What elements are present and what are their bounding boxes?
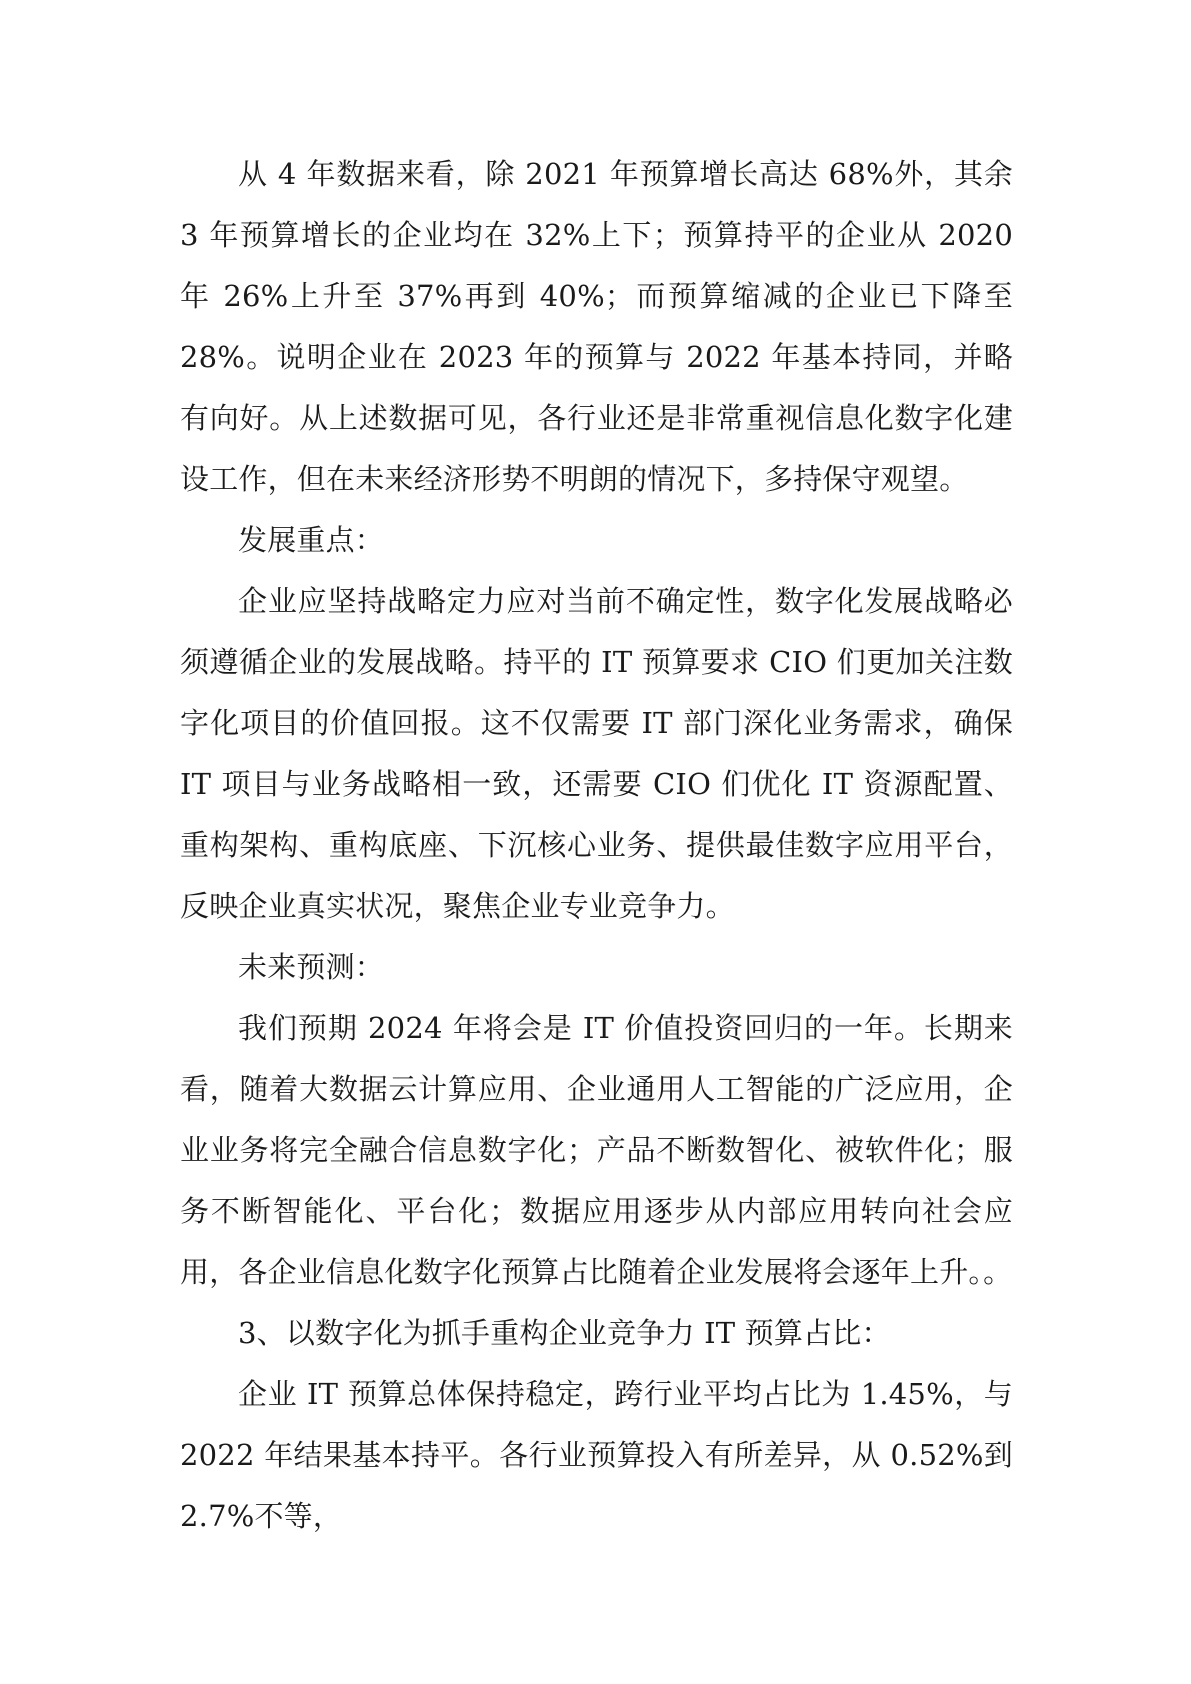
heading-development-focus: 发展重点：	[238, 523, 385, 557]
paragraph-it-budget-share: 企业 IT 预算总体保持稳定，跨行业平均占比为 1.45%，与 2022 年结果基本持平。各行业预算投入有所差异，从 0.52%到 2.7%不等，	[180, 1377, 1013, 1533]
document-body	[180, 144, 1013, 1547]
paragraph-development-focus: 企业应坚持战略定力应对当前不确定性，数字化发展战略必须遵循企业的发展战略。持平的 IT 预算要求 CIO 们更加关注数字化项目的价值回报。这不仅需要 IT 部门深化业务需求，确保 IT 项目与业务战略相一致，还需要 CIO 们优化 IT 资源配置、重构架构、重构底座、下沉核心业务、提供最佳数字应用平台，反映企业真实状况，聚焦企业专业竞争力。	[180, 584, 1013, 923]
paragraph-future-forecast: 我们预期 2024 年将会是 IT 价值投资回归的一年。长期来看，随着大数据云计算应用、企业通用人工智能的广泛应用，企业业务将完全融合信息数字化；产品不断数智化、被软件化；服务不断智能化、平台化；数据应用逐步从内部应用转向社会应用，各企业信息化数字化预算占比随着企业发展将会逐年上升。。	[180, 1011, 1013, 1289]
heading-it-budget-share: 3、以数字化为抓手重构企业竞争力 IT 预算占比：	[238, 1316, 891, 1350]
paragraph-budget-trend: 从 4 年数据来看，除 2021 年预算增长高达 68%外，其余 3 年预算增长的企业均在 32%上下；预算持平的企业从 2020 年 26%上升至 37%再到 40%；而预算缩减的企业已下降至 28%。说明企业在 2023 年的预算与 2022 年基本持同，并略有向好。从上述数据可见，各行业还是非常重视信息化数字化建设工作，但在未来经济形势不明朗的情况下，多持保守观望。	[180, 157, 1013, 496]
heading-future-forecast: 未来预测：	[238, 950, 385, 984]
